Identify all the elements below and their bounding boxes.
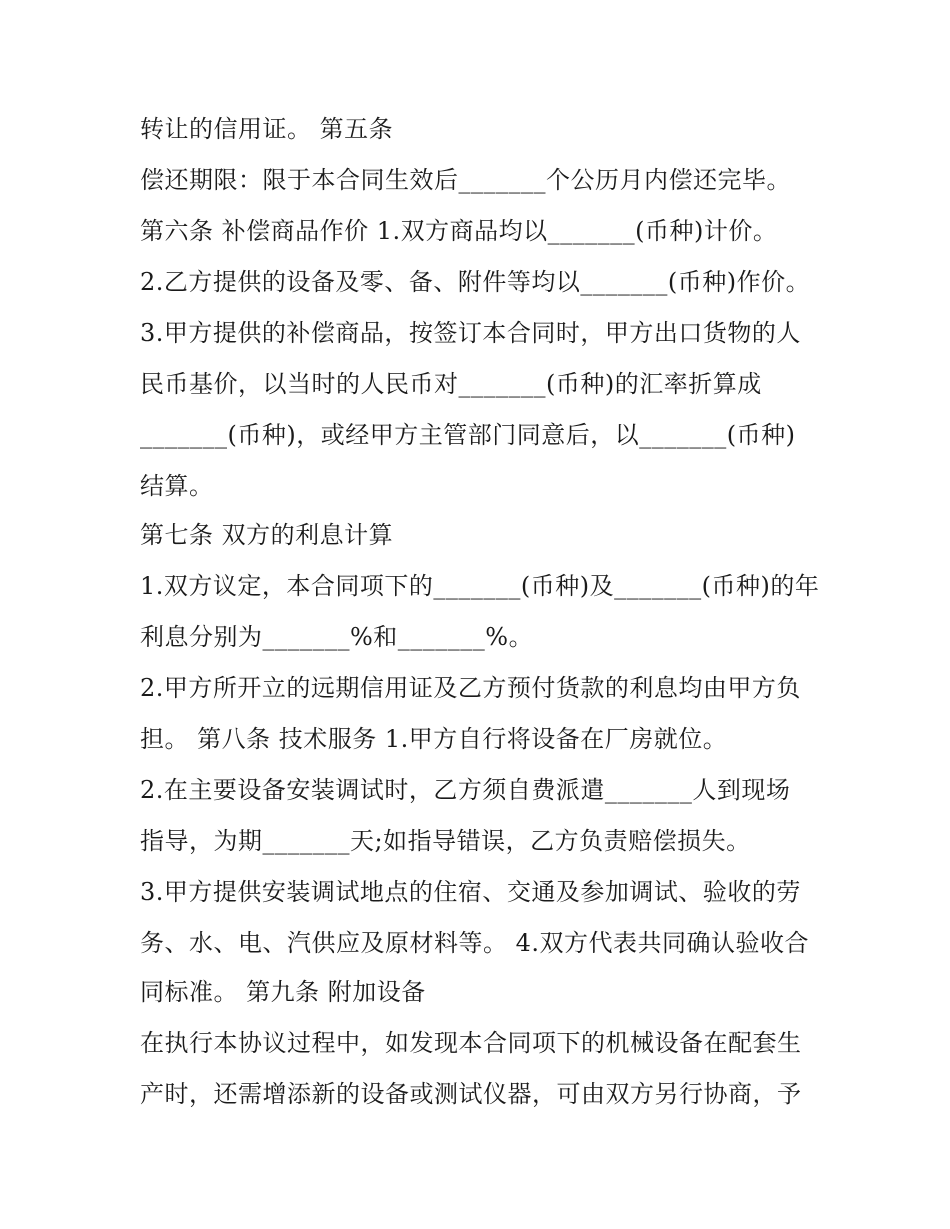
text-line: 同标准。 第九条 附加设备 (140, 978, 426, 1006)
text-line: 1.双方议定，本合同项下的_______(币种)及_______(币种)的年 (140, 572, 820, 600)
text-line: 指导，为期_______天;如指导错误，乙方负责赔偿损失。 (140, 827, 751, 855)
text-line: 在执行本协议过程中，如发现本合同项下的机械设备在配套生 (140, 1029, 802, 1057)
text-line: 3.甲方提供安装调试地点的住宿、交通及参加调试、验收的劳 (140, 878, 801, 906)
text-line: 结算。 (140, 472, 214, 500)
text-line: 利息分别为_______%和_______%。 (140, 623, 534, 651)
text-line: 3.甲方提供的补偿商品，按签订本合同时，甲方出口货物的人 (140, 319, 801, 347)
text-line: 转让的信用证。 第五条 (140, 115, 394, 143)
text-line: 第七条 双方的利息计算 (140, 521, 394, 549)
text-line: 担。 第八条 技术服务 1.甲方自行将设备在厂房就位。 (140, 725, 728, 753)
text-line: 2.在主要设备安装调试时，乙方须自费派遣_______人到现场 (140, 776, 791, 804)
text-line: _______(币种)，或经甲方主管部门同意后，以_______(币种) (140, 421, 796, 449)
text-line: 第六条 补偿商品作价 1.双方商品均以_______(币种)计价。 (140, 217, 778, 245)
text-line: 民币基价，以当时的人民币对_______(币种)的汇率折算成 (140, 370, 762, 398)
text-line: 产时，还需增添新的设备或测试仪器，可由双方另行协商，予 (140, 1080, 802, 1108)
text-line: 2.甲方所开立的远期信用证及乙方预付货款的利息均由甲方负 (140, 674, 801, 702)
text-line: 务、水、电、汽供应及原材料等。 4.双方代表共同确认验收合 (140, 929, 810, 957)
text-line: 2.乙方提供的设备及零、备、附件等均以_______(币种)作价。 (140, 268, 811, 296)
text-line: 偿还期限：限于本合同生效后_______个公历月内偿还完毕。 (140, 166, 791, 194)
